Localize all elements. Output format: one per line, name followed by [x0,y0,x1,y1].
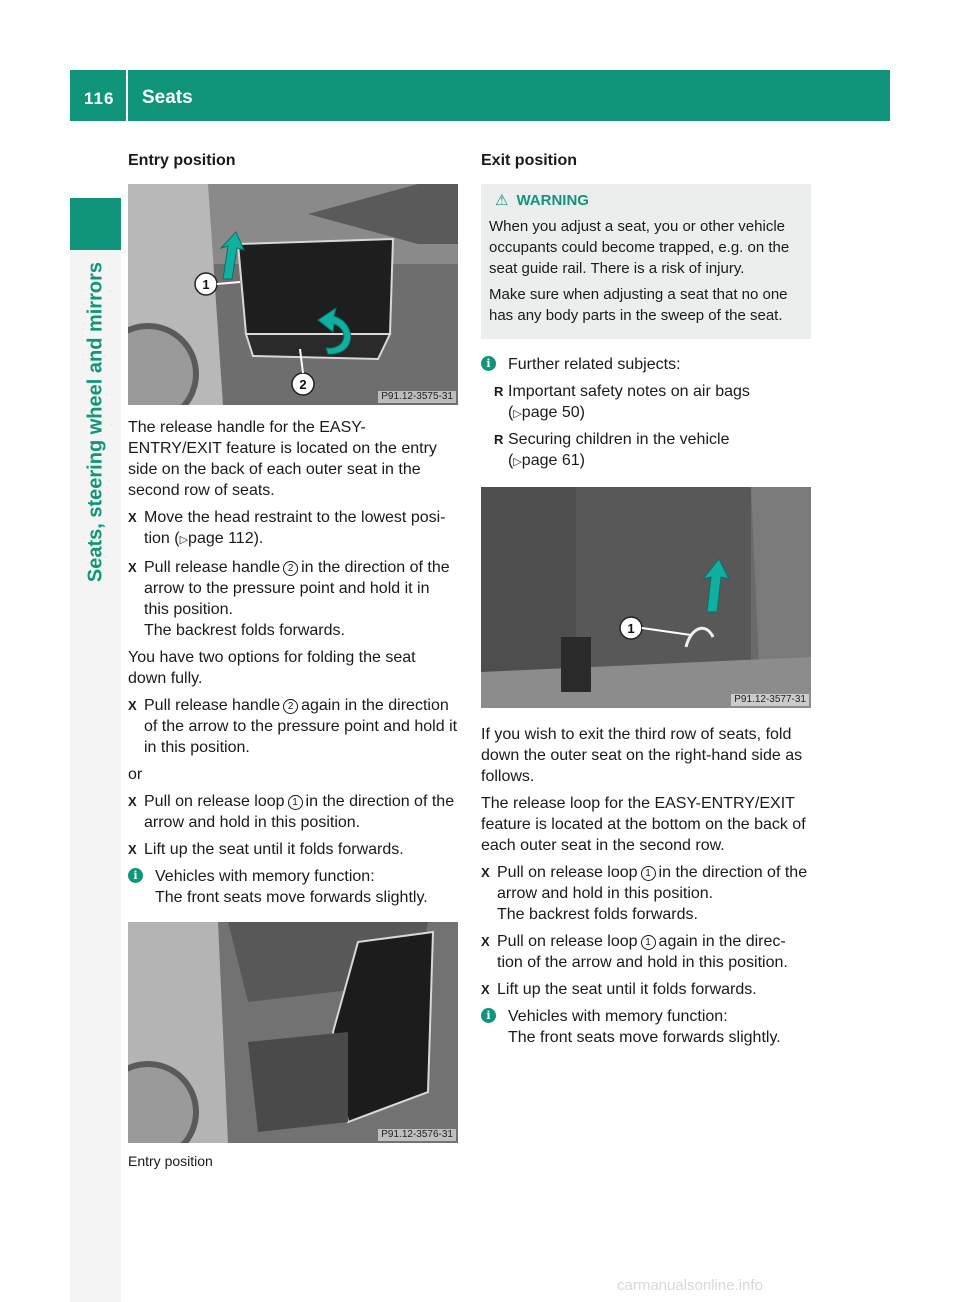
step-text: Pull release handle [144,559,281,576]
page-number: 116 [84,89,115,108]
info-text: The front seats move forwards slightly. [155,889,428,906]
exit-memory-info-note [481,1006,811,1048]
step-text: Lift up the seat until it folds forwards. [144,841,404,858]
step-arrow-icon: X [128,794,137,809]
step-arrow-icon: X [128,842,137,857]
memory-info-note [128,866,458,908]
figure1-label-2: 2 [299,377,307,392]
exit-position-heading: Exit position [481,152,577,169]
page-reference-link[interactable]: page 50 [521,404,580,421]
exit-figure [481,487,811,708]
entry-figure-1 [128,184,458,405]
exit-location-text: The release loop for the EASY-ENTRY/EXIT feature is located at the bottom on the back of each outer seat in the second row. [481,795,806,854]
page-header [70,70,890,121]
related-item-text: Securing children in the vehicle [508,431,730,448]
page-reference-link[interactable]: page 61 [521,452,580,469]
warning-paragraph-2: Make sure when adjusting a seat that no one has any body parts in the sweep of the seat. [489,286,788,324]
section-title: Seats [142,87,193,108]
info-title: Vehicles with memory function: [155,868,375,885]
exit-figure-illustration [481,487,811,708]
step-arrow-icon: X [481,982,490,997]
step-arrow-icon: X [128,510,137,525]
entry-step-2 [128,557,458,641]
exit-step-1 [481,862,811,925]
step-result: The backrest folds forwards. [144,622,345,639]
page-reference-link[interactable]: page 112 [188,530,254,547]
entry-figure-2 [128,922,458,1143]
related-item-text: Important safety notes on air bags [508,383,750,400]
figure1-code: P91.12-3575-31 [378,391,456,403]
step-text-end: again in the direc- tion of the arrow and hold in this position. [497,933,788,971]
warning-triangle-icon: ⚠ [495,192,509,209]
warning-paragraph-1: When you adjust a seat, you or other vehicle occupants could become trapped, e.g. on the seat guide rail. There is a risk of injury. [489,218,790,277]
callout-number-icon: 2 [283,699,298,714]
step-text-end: in the direction of the arrow to the pressure point and hold it in this position. [144,559,450,618]
entry-step-5 [128,839,458,860]
bullet-icon: R [494,432,504,447]
step-text: Pull release handle [144,697,281,714]
page-ref-triangle-icon: ▷ [513,408,522,420]
related-subjects-note [481,354,811,375]
step-text: Move the head restraint to the lowest posi- tion ( [144,509,446,547]
related-item-children: R Securing children in the vehicle (▷page 61) [494,431,730,469]
figure3-code: P91.12-3577-31 [731,694,809,706]
entry-figure-1-illustration [128,184,458,405]
step-arrow-icon: X [481,934,490,949]
related-item-airbags: R Important safety notes on air bags (▷page 50) [494,383,750,421]
warning-box [481,184,811,339]
header-divider [126,70,128,121]
page-ref-triangle-icon: ▷ [513,456,522,468]
figure2-code: P91.12-3576-31 [378,1129,456,1141]
chapter-label-container [70,262,121,762]
warning-title-text: WARNING [516,192,589,209]
step-text: Pull on release loop [497,933,638,950]
figure-caption: Entry position [128,1153,213,1169]
step-arrow-icon: X [481,865,490,880]
callout-number-icon: 1 [288,795,303,810]
step-arrow-icon: X [128,698,137,713]
page-ref-triangle-icon: ▷ [179,534,189,546]
callout-number-icon: 1 [641,866,656,881]
info-icon: i [128,868,143,883]
related-title: Further related subjects: [508,356,681,373]
step-text-end: again in the direction of the arrow to the pressure point and hold it in this position. [144,697,458,756]
callout-number-icon: 2 [283,561,298,576]
step-text-end: in the direction of the arrow and hold in this position. [497,864,808,902]
entry-intro-text: The release handle for the EASY-ENTRY/EXIT feature is located on the entry side on the back of each outer seat in the second row of seats. [128,419,437,499]
info-icon: i [481,1008,496,1023]
step-result: The backrest folds forwards. [497,906,698,923]
entry-step-1 [128,507,458,551]
chapter-marker [70,198,121,250]
exit-intro-text: If you wish to exit the third row of seats, fold down the outer seat on the right-hand side as follows. [481,726,803,785]
chapter-sidebar [70,198,121,1302]
watermark: carmanualsonline.info [617,1277,763,1294]
chapter-label: Seats, steering wheel and mirrors [84,262,106,583]
step-text: Lift up the seat until it folds forwards. [497,981,757,998]
right-column [481,150,811,1054]
entry-step-3 [128,695,458,758]
left-column [128,150,458,1172]
info-icon: i [481,356,496,371]
warning-title [495,190,803,211]
info-text: The front seats move forwards slightly. [508,1029,781,1046]
entry-figure-2-illustration [128,922,458,1143]
exit-step-2 [481,931,811,973]
exit-step-3 [481,979,811,1000]
bullet-icon: R [494,384,504,399]
info-title: Vehicles with memory function: [508,1008,728,1025]
step-arrow-icon: X [128,560,137,575]
step-text: Pull on release loop [144,793,285,810]
figure1-label-1: 1 [202,277,210,292]
step-text: Pull on release loop [497,864,638,881]
entry-position-heading: Entry position [128,152,236,169]
figure3-label-1: 1 [627,621,635,636]
or-text: or [128,766,143,783]
callout-number-icon: 1 [641,935,656,950]
entry-step-4 [128,791,458,833]
options-text: You have two options for folding the seat down fully. [128,649,416,687]
step-text-end: in the direction of the arrow and hold in this position. [144,793,455,831]
step-text-end: ). [253,530,264,547]
